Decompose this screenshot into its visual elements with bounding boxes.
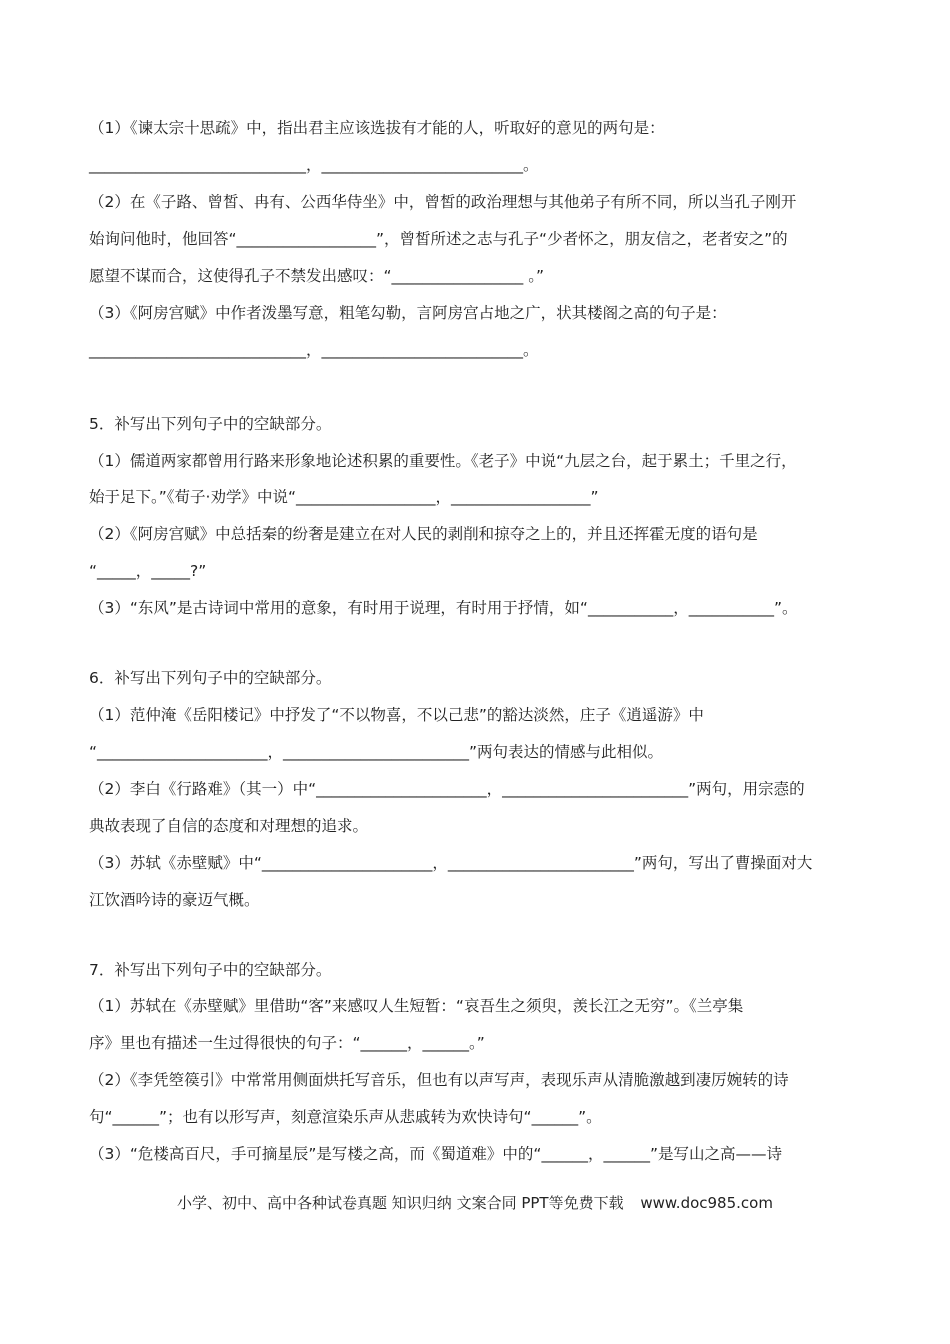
q6-item-3: （3）苏轼《赤壁赋》中“______________________，________________________”两句，写出了曹操面对大	[89, 854, 813, 872]
page-footer	[0, 1192, 950, 1213]
q5-item-1: （1）儒道两家都曾用行路来形象地论述积累的重要性。《老子》中说“九层之台，起于累土；千里之行，	[89, 452, 797, 470]
s4-item-2-cont: 始询问他时，他回答“__________________”，曾皙所述之志与孔子“少者怀之，朋友信之，老者安之”的	[89, 230, 788, 248]
q6-item-1-cont: “______________________，________________________”两句表达的情感与此相似。	[89, 743, 664, 761]
footer-site: www.doc985.com	[640, 1194, 773, 1212]
s4-item-2: （2）在《子路、曾皙、冉有、公西华侍坐》中，曾皙的政治理想与其他弟子有所不同，所以当孔子刚开	[89, 193, 797, 211]
q7-item-1: （1）苏轼在《赤壁赋》里借助“客”来感叹人生短暂：“哀吾生之须臾，羡长江之无穷”。《兰亭集	[89, 997, 744, 1015]
q7-item-2-cont: 句“______”；也有以形写声，刻意渲染乐声从悲戚转为欢快诗句“______”。	[89, 1108, 602, 1126]
q5-item-1-cont: 始于足下。”《荀子·劝学》中说“__________________，__________________”	[89, 488, 599, 506]
q7-item-1-cont: 序》里也有描述一生过得很快的句子：“______，______。”	[89, 1034, 485, 1052]
s4-item-1-blanks: ____________________________，__________________________。	[89, 156, 539, 174]
q5-item-2-cont: “_____，_____?”	[89, 562, 207, 580]
s4-item-3: （3）《阿房宫赋》中作者泼墨写意，粗笔勾勒，言阿房宫占地之广，状其楼阁之高的句子是：	[89, 304, 727, 322]
q7-item-3: （3）“危楼高百尺，手可摘星辰”是写楼之高，而《蜀道难》中的“______，______”是写山之高——诗	[89, 1145, 782, 1163]
q6-item-1: （1）范仲淹《岳阳楼记》中抒发了“不以物喜，不以己悲”的豁达淡然，庄子《逍遥游》中	[89, 706, 704, 724]
q7-item-2: （2）《李凭箜篌引》中常常用侧面烘托写音乐，但也有以声写声，表现乐声从清脆激越到凄厉婉转的诗	[89, 1071, 789, 1089]
q7-title: 7．补写出下列句子中的空缺部分。	[89, 961, 332, 979]
q5-item-2: （2）《阿房宫赋》中总括秦的纷奢是建立在对人民的剥削和掠夺之上的，并且还挥霍无度的语句是	[89, 525, 758, 543]
q6-item-2: （2）李白《行路难》（其一）中“______________________，________________________”两句，用宗悫的	[89, 780, 805, 798]
q6-item-2-cont: 典故表现了自信的态度和对理想的追求。	[89, 817, 369, 835]
s4-item-1: （1）《谏太宗十思疏》中，指出君主应该选拔有才能的人，听取好的意见的两句是：	[89, 119, 665, 137]
q6-title: 6．补写出下列句子中的空缺部分。	[89, 669, 332, 687]
q6-item-3-cont: 江饮酒吟诗的豪迈气概。	[89, 891, 260, 909]
footer-text: 小学、初中、高中各种试卷真题 知识归纳 文案合同 PPT等免费下载	[177, 1194, 624, 1212]
s4-item-2-cont2: 愿望不谋而合，这使得孔子不禁发出感叹：“_________________ 。”	[89, 267, 544, 285]
q5-title: 5．补写出下列句子中的空缺部分。	[89, 415, 332, 433]
q5-item-3: （3）“东风”是古诗词中常用的意象，有时用于说理，有时用于抒情，如“___________，___________”。	[89, 599, 798, 617]
s4-item-3-blanks: ____________________________，__________________________。	[89, 341, 539, 359]
